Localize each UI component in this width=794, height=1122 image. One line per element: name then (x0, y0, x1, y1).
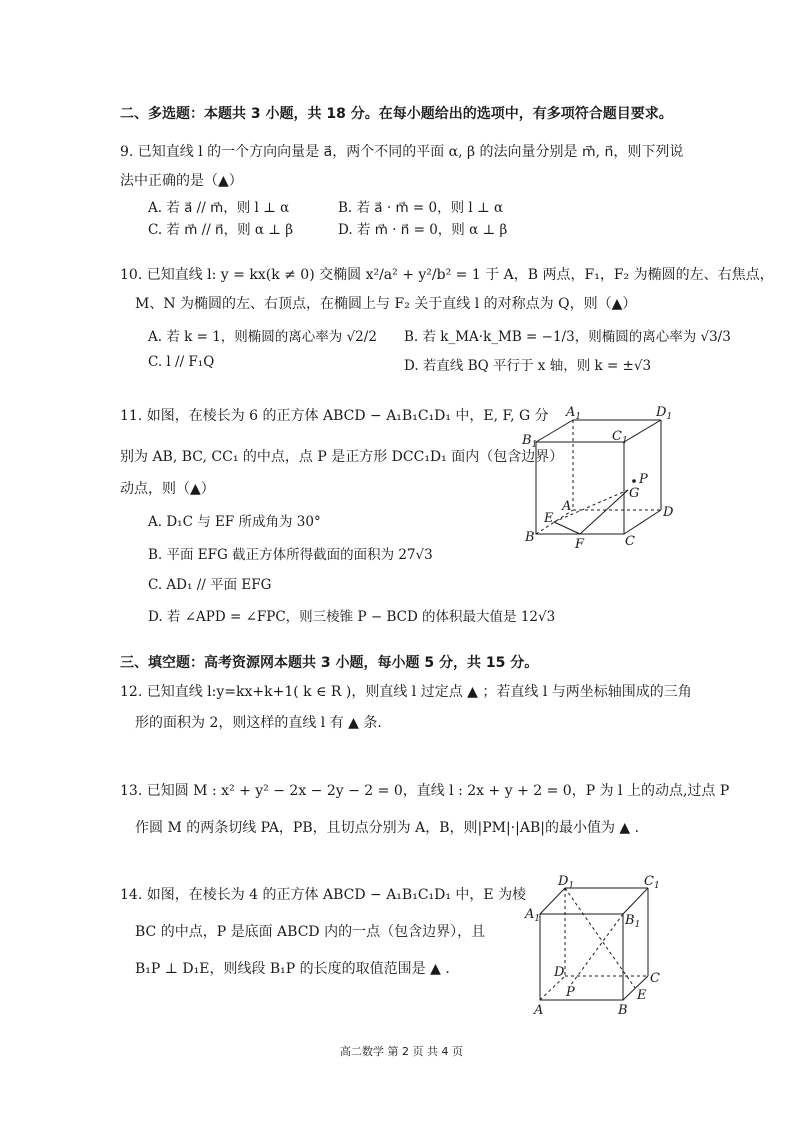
q10-option-b: B. 若 k_MA·k_MB = −1/3，则椭圆的离心率为 √3/3 (404, 329, 731, 345)
page-footer: 高二数学 第 2 页 共 4 页 (340, 1045, 463, 1058)
label-b: B (525, 530, 535, 545)
q14-line1: 14. 如图，在棱长为 4 的正方体 ABCD − A₁B₁C₁D₁ 中，E 为棱 (120, 887, 527, 903)
q14-line2: BC 的中点，P 是底面 ABCD 内的一点（包含边界），且 (135, 924, 486, 940)
label-a: A (534, 1003, 544, 1018)
q11-line3: 动点，则（▲） (120, 481, 215, 497)
q11-line2: 别为 AB, BC, CC₁ 的中点，点 P 是正方形 DCC₁D₁ 面内（包含边界） (120, 449, 564, 465)
q10-line1: 10. 已知直线 l: y = kx(k ≠ 0) 交椭圆 x²/a² + y²/b² = 1 于 A，B 两点，F₁，F₂ 为椭圆的左、右焦点， (120, 267, 774, 283)
q13-line2: 作圆 M 的两条切线 PA，PB，且切点分别为 A，B，则|PM|·|AB|的最小值为 ▲ . (135, 820, 640, 836)
cube-figure-q14 (520, 874, 670, 1020)
label-d1: $D_1$ (558, 874, 575, 891)
label-c1: $C_1$ (644, 874, 660, 891)
label-c1: $C_1$ (612, 429, 628, 446)
segment-e-f (554, 522, 580, 534)
q9-line1: 9. 已知直线 l 的一个方向向量是 a⃗，两个不同的平面 α, β 的法向量分别是 m⃗, n⃗，则下列说 (120, 144, 684, 160)
segment-b1-p (570, 914, 623, 986)
label-e: E (637, 988, 647, 1003)
label-p: P (566, 985, 575, 1000)
edge-a1-d1 (540, 888, 565, 914)
section-3-header: 三、填空题：高考资源网本题共 3 小题，每小题 5 分，共 15 分。 (120, 655, 539, 671)
segment-f-g (580, 490, 628, 534)
q11-option-b: B. 平面 EFG 截正方体所得截面的面积为 27√3 (148, 547, 433, 563)
edge-c1-d1 (624, 420, 661, 442)
label-c: C (625, 534, 635, 549)
q9-option-c: C. 若 m⃗ // n⃗，则 α ⊥ β (148, 222, 294, 238)
label-b1: $B_1$ (625, 913, 641, 930)
label-a: A (562, 499, 572, 514)
q11-option-d: D. 若 ∠APD = ∠FPC，则三棱锥 P − BCD 的体积最大值是 12√3 (148, 609, 556, 625)
label-a1: $A_1$ (566, 405, 582, 422)
label-c: C (650, 971, 660, 986)
q9-option-a: A. 若 a⃗ // m⃗，则 l ⊥ α (148, 200, 290, 216)
label-e: E (544, 511, 554, 526)
q10-option-d: D. 若直线 BQ 平行于 x 轴，则 k = ±√3 (404, 358, 652, 374)
q9-option-d: D. 若 m⃗ · n⃗ = 0，则 α ⊥ β (338, 222, 508, 238)
q12-line2: 形的面积为 2，则这样的直线 l 有 ▲ 条. (135, 715, 382, 731)
label-p: P (639, 472, 648, 487)
label-a1: $A_1$ (525, 907, 541, 924)
q9-line2: 法中正确的是（▲） (120, 173, 243, 189)
label-f: F (575, 537, 585, 550)
edge-b1-a1 (536, 420, 573, 442)
q11-option-a: A. D₁C 与 EF 所成角为 30° (148, 514, 321, 530)
q12-line1: 12. 已知直线 l:y=kx+k+1( k ∈ R )，则直线 l 过定点 ▲ ；若直线 l 与两坐标轴围成的三角 (120, 684, 692, 700)
q11-line1: 11. 如图，在棱长为 6 的正方体 ABCD − A₁B₁C₁D₁ 中，E, F, G 分 (120, 408, 549, 424)
label-d1: $D_1$ (656, 405, 673, 422)
label-g: G (629, 486, 640, 501)
label-b: B (618, 1003, 628, 1018)
q10-line2: M、N 为椭圆的左、右顶点，在椭圆上与 F₂ 关于直线 l 的对称点为 Q，则（▲） (135, 296, 637, 312)
q13-line1: 13. 已知圆 M : x² + y² − 2x − 2y − 2 = 0，直线 l : 2x + y + 2 = 0，P 为 l 上的动点,过点 P (120, 783, 730, 799)
front-face (540, 914, 623, 1000)
q10-option-c: C. l // F₁Q (148, 354, 215, 370)
q10-option-a: A. 若 k = 1，则椭圆的离心率为 √2/2 (148, 329, 377, 345)
edge-b1-c1 (623, 888, 648, 914)
q14-line3: B₁P ⊥ D₁E，则线段 B₁P 的长度的取值范围是 ▲ . (135, 961, 450, 977)
label-b1: $B_1$ (522, 433, 538, 450)
q11-option-c: C. AD₁ // 平面 EFG (148, 577, 272, 593)
segment-d1-e (565, 888, 635, 988)
cube-figure-q11 (516, 400, 686, 550)
label-d: D (554, 965, 565, 980)
edge-c-d (624, 510, 661, 534)
label-d: D (663, 505, 674, 520)
section-2-header: 二、多选题：本题共 3 小题，共 18 分。在每小题给出的选项中，有多项符合题目要求。 (120, 106, 673, 122)
point-p-dot (632, 479, 636, 483)
q9-option-b: B. 若 a⃗ · m⃗ = 0，则 l ⊥ α (338, 200, 504, 216)
